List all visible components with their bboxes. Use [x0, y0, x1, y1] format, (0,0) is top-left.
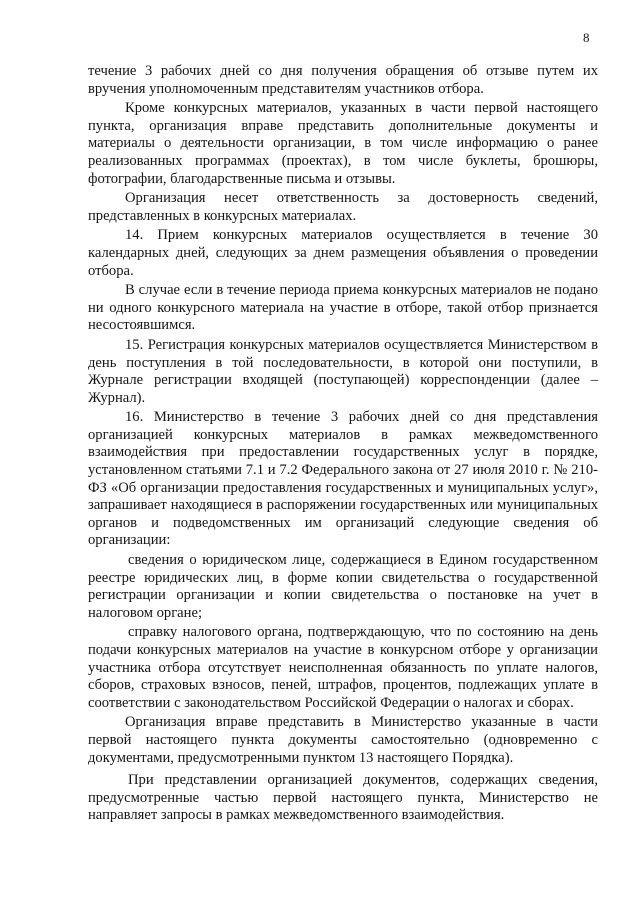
paragraph-no-requests: При представлении организацией документов, содержащих сведения, предусмотренные частью первой настоящего пункта, Министерство не направляет запросы в рамках межведомственного взаимодействия.: [88, 772, 598, 824]
paragraph-additional-materials: Кроме конкурсных материалов, указанных в части первой настоящего пункта, организация вправе представить дополнительные документы и материалы о деятельности организации, в том числе информацию о ранее реализованных программах (проектах), в том числе буклеты, брошюры, фотографии, благодарственные письма и отзывы.: [88, 100, 598, 187]
page-number: 8: [583, 30, 590, 45]
paragraph-item-15: 15. Регистрация конкурсных материалов осуществляется Министерством в день поступления в той последовательности, в которой они поступили, в Журнале регистрации входящей (поступающей) корреспонденции (далее – Журнал).: [88, 336, 598, 406]
paragraph-responsibility: Организация несет ответственность за достоверность сведений, представленных в конкурсных материалах.: [88, 190, 598, 224]
paragraph-legal-entity-info: сведения о юридическом лице, содержащиеся в Едином государственном реестре юридических лиц, в форме копии свидетельства о государственной регистрации организации и копии свидетельства о постановке на учет в налоговом органе;: [88, 552, 598, 621]
paragraph-self-submission: Организация вправе представить в Министерство указанные в части первой настоящего пункта документы самостоятельно (одновременно с документами, предусмотренными пунктом 13 настоящего Порядка).: [88, 714, 598, 766]
paragraph-tax-certificate: справку налогового органа, подтверждающую, что по состоянию на день подачи конкурсных материалов на участие в конкурсном отборе у организации участника отбора отсутствует неисполненная обязанность по уплате налогов, сборов, страховых взносов, пеней, штрафов, процентов, подлежащих уплате в соответствии с законодательством Российской Федерации о налогах и сборах.: [88, 624, 598, 711]
document-body: [88, 63, 598, 827]
paragraph-item-14: 14. Прием конкурсных материалов осуществляется в течение 30 календарных дней, следующих за днем размещения объявления о проведении отбора.: [88, 227, 598, 279]
paragraph-item-16: 16. Министерство в течение 3 рабочих дней со дня представления организацией конкурсных материалов в рамках межведомственного взаимодействия при предоставлении государственных услуг в порядке, установленном статьями 7.1 и 7.2 Федерального закона от 27 июля 2010 г. № 210-ФЗ «Об организации предоставления государственных и муниципальных услуг», запрашивает находящиеся в распоряжении государственных или муниципальных органов и подведомственных им организаций следующие сведения об организации:: [88, 409, 598, 549]
paragraph-continuation: течение 3 рабочих дней со дня получения обращения об отзыве путем их вручения уполномоченным представителям участников отбора.: [88, 63, 598, 97]
paragraph-no-submissions: В случае если в течение периода приема конкурсных материалов не подано ни одного конкурсного материала на участие в отборе, такой отбор признается несостоявшимся.: [88, 282, 598, 334]
